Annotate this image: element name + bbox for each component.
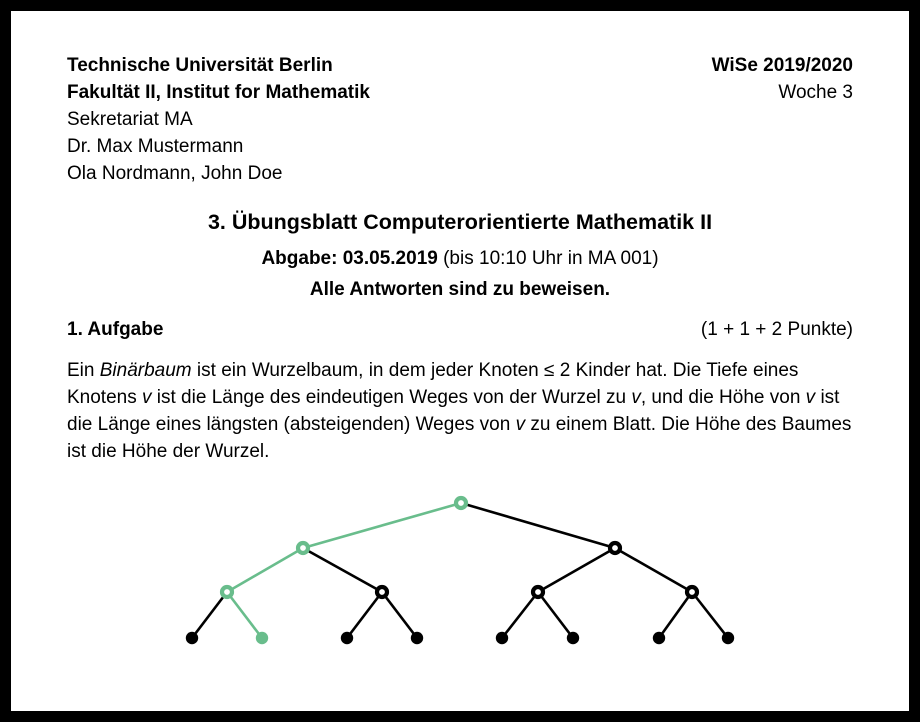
text-run: ist die Länge des eindeutigen Weges von der Wurzel zu — [151, 387, 632, 408]
italic-term: v — [515, 414, 526, 435]
week-label: Woche 3 — [778, 82, 853, 103]
exercise-points: (1 + 1 + 2 Punkte) — [700, 319, 853, 340]
text-run: zu einem Blatt. Die Höhe des Baumes ist die Höhe der Wurzel. — [67, 414, 852, 462]
exercise-sheet — [11, 11, 909, 711]
exercise-header-row — [67, 316, 853, 343]
exercise-label: 1. Aufgabe — [67, 319, 164, 340]
italic-term: v — [631, 387, 641, 408]
lecturer-name: Dr. Max Mustermann — [67, 136, 244, 157]
exercise-text — [67, 357, 853, 465]
header — [67, 52, 853, 187]
sheet-title: 3. Übungsblatt Computerorientierte Mathematik II — [207, 210, 713, 234]
text-run: Ein — [67, 360, 100, 381]
secretariat: Sekretariat MA — [67, 109, 193, 130]
institution-name: Technische Universität Berlin — [67, 55, 333, 76]
submission-line — [67, 245, 853, 272]
proof-notice: Alle Antworten sind zu beweisen. — [309, 279, 611, 300]
submission-deadline: Abgabe: 03.05.2019 — [261, 248, 438, 269]
text-run: ist ein Wurzelbaum, in dem jeder Knoten ≤ 2 Kinder hat. Die Tiefe eines Knotens — [67, 360, 799, 408]
semester-label: WiSe 2019/2020 — [711, 55, 853, 76]
submission-details: (bis 10:10 Uhr in MA 001) — [437, 248, 659, 269]
header-left — [67, 52, 370, 187]
faculty-name: Fakultät II, Institut for Mathematik — [67, 82, 370, 103]
italic-term: v — [142, 387, 152, 408]
text-run: , und die Höhe von — [640, 387, 806, 408]
assistant-names: Ola Nordmann, John Doe — [67, 163, 283, 184]
italic-term: v — [805, 387, 816, 408]
text-run: ist die Länge eines längsten (absteigenden) Weges von — [67, 387, 840, 435]
header-right — [712, 52, 853, 106]
italic-term: Binärbaum — [99, 360, 192, 381]
